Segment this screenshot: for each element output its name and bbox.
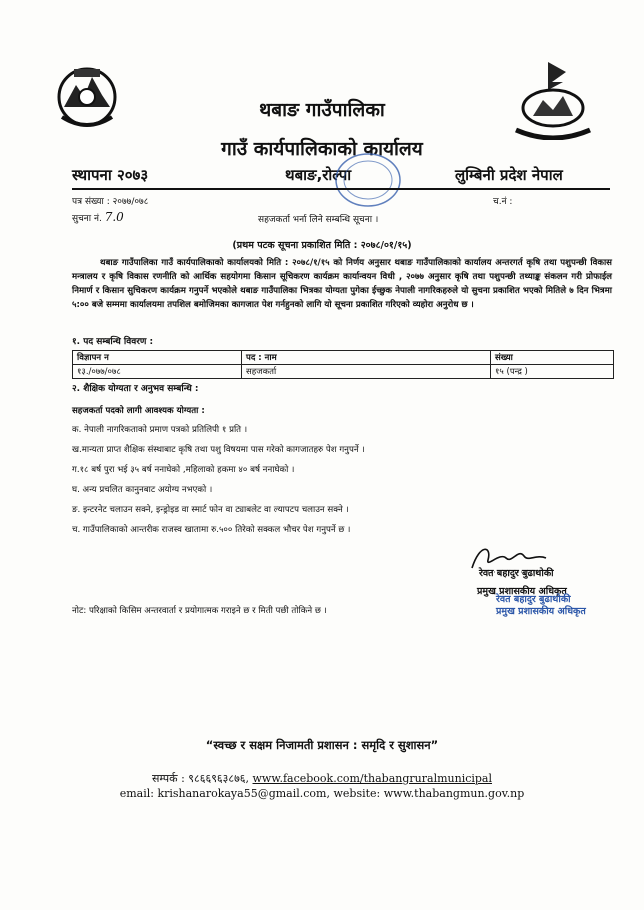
qualification-item: ख.मान्यता प्राप्त शैक्षिक संस्थाबाट कृषि तथा पशु विषयमा पास गरेको कागजातहरु पेश गनुपर्ने ।	[72, 445, 365, 455]
qualification-item: ङ. इन्टरनेट चलाउन सक्ने, इन्ड्रोइड वा स्मार्ट फोन वा ट्याबलेट वा ल्यापटप चलाउन सक्ने ।	[72, 505, 349, 515]
municipality-title: थबाङ गाउँपालिका	[259, 99, 385, 121]
header-divider	[72, 188, 610, 190]
table-cell: १३./०७७/०७८	[73, 365, 242, 379]
table-header: विज्ञापन न	[73, 351, 242, 365]
table-cell: सहजकर्ता	[242, 365, 491, 379]
signatory-title: प्रमुख प्रशासकीय अधिकृत	[477, 586, 567, 597]
publish-date: (प्रथम पटक सूचना प्रकाशित मिति : २०७८/०१/१५)	[232, 240, 412, 251]
notice-body: थबाङ गाउँपालिका गाउँ कार्यपालिकाको कार्यालयको मिति : २०७८/१/१५ को निर्णय अनुसार थबाङ गाउँपालिकाको कार्यालय अन्तरगर्त कृषि तथा पशुपन्छी विकास मन्त्रालय र कृषि विकास रणनीति को आर्थिक सहयोगमा किसान सूचिकरण कार्यक्रम कार्यान्वयन विधी , २०७७ अनुसार कृषि तथा पशुपन्छी तथ्याङ्क संकलन गरी प्रोफाईल निमार्ण र किसान सुचिकरण कार्यक्रम गनुपर्ने भएकोले थबाङ गाउँपालिका भित्रका योग्यता पुगेका ईच्छुक नेपाली नागरिकहरुले यो सुचना प्रकाशित भएको मितिले ७ दिन भित्रमा ५:०० बजे सम्ममा कार्यालयमा तपशिल बमोजिमका कागजात पेश गर्नहुनको लागि यो सूचना प्रकाशित गरिएको व्यहोरा अनुरोध छ ।	[72, 258, 612, 310]
reference-number: पत्र संख्या : २०७७/०७८	[72, 197, 149, 207]
seal-title: प्रमुख प्रशासकीय अधिकृत	[496, 606, 586, 617]
province-name: लुम्बिनी प्रदेश नेपाल	[455, 166, 563, 184]
facebook-link[interactable]: www.facebook.com/thabangruralmunicipal	[252, 772, 493, 785]
office-subtitle: गाउँ कार्यपालिकाको कार्यालय	[221, 138, 423, 160]
qualification-item: च. गाउँपालिकाको आन्तरीक राजस्व खातामा रु.५०० तिरेको सक्कल भौचर पेश गनुपर्ने छ ।	[72, 525, 351, 535]
signatory-seal	[496, 594, 586, 618]
established-year: स्थापना २०७३	[72, 166, 149, 184]
notice-number-label: सुचना नं.	[72, 214, 102, 224]
table-row	[73, 365, 614, 379]
seal-name: रेवत बहादुर बुढाथोकी	[496, 594, 571, 605]
phone-number: सम्पर्क : ९८६६९६३८७६,	[151, 772, 250, 785]
post-details-table	[72, 350, 614, 379]
section2-title: २. शैक्षिक योग्यता र अनुभव सम्बन्धि :	[72, 384, 199, 394]
qualification-item: घ. अन्य प्रचलित कानुनबाट अयोग्य नभएको ।	[72, 485, 213, 495]
footer-email-website: email: krishanarokaya55@gmail.com, website: www.thabangmun.gov.np	[119, 787, 525, 800]
table-header: संख्या	[491, 351, 614, 365]
section1-title: १. पद सम्बन्धि विवरण :	[72, 337, 154, 347]
qualification-item: क. नेपाली नागरिकताको प्रमाण पत्रको प्रतिलिपी १ प्रति ।	[72, 425, 248, 435]
table-header-row	[73, 351, 614, 365]
dispatch-number: च.नं :	[493, 197, 513, 207]
notice-number-value: 7.0	[104, 210, 124, 224]
exam-note: नोट: परिक्षाको किसिम अन्तरवार्ता र प्रयोगात्मक गराइने छ र मिती पछी तोकिने छ ।	[72, 606, 327, 616]
notice-subject: सहजकर्ता भर्ना लिने सम्बन्धि सूचना ।	[258, 215, 379, 225]
nepal-emblem-icon	[52, 55, 122, 135]
table-cell: १५ (पन्द्र )	[491, 365, 614, 379]
footer-contact	[0, 771, 644, 786]
qualification-item: ग.१८ बर्ष पुरा भई ३५ बर्ष ननाघेको ,महिलाको हकमा ४० बर्ष ननाघेको ।	[72, 465, 295, 475]
office-stamp-icon	[318, 150, 408, 210]
footer-motto: “स्वच्छ र सक्षम निजामती प्रशासन : समृदि र सुशासन”	[205, 738, 439, 752]
table-header: पद : नाम	[242, 351, 491, 365]
notice-number	[72, 210, 124, 224]
qualification-intro: सहजकर्ता पदको लागी आवश्यक योग्यता :	[72, 406, 205, 416]
signatory-name: रेवत बहादुर बुढाथोकी	[479, 568, 554, 579]
office-location: थबाङ,रोल्पा	[285, 166, 352, 184]
